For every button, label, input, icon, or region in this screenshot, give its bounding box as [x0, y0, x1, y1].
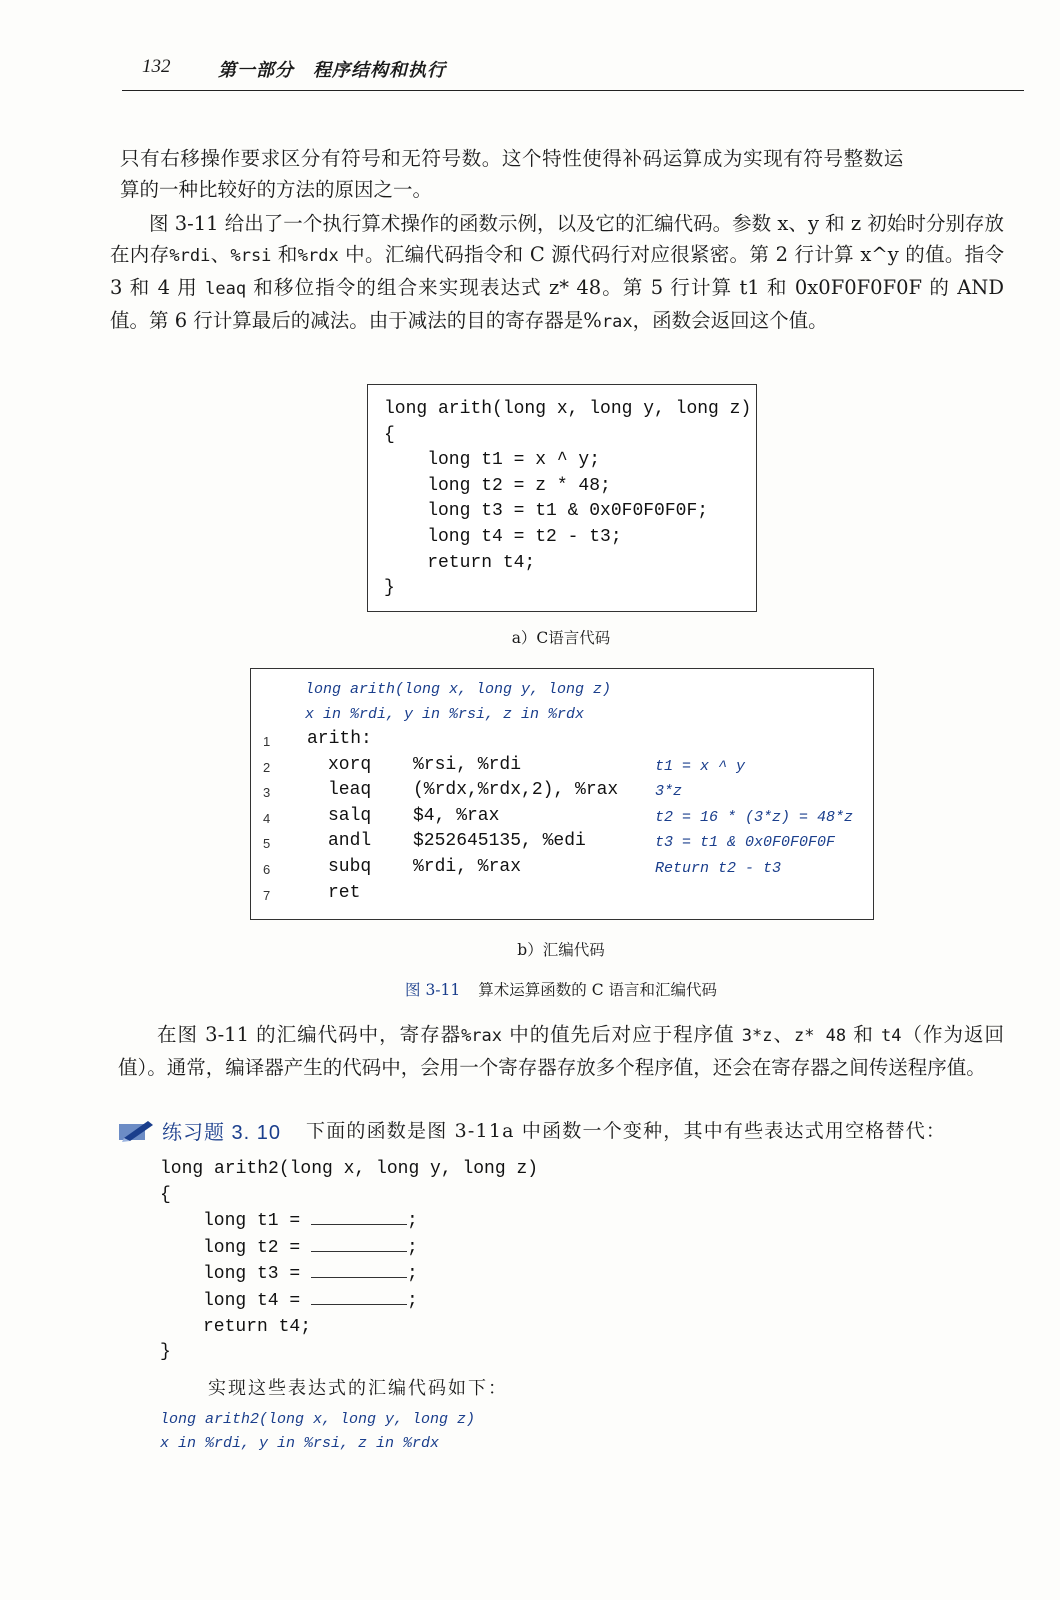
code-text: ; — [407, 1264, 418, 1285]
arith2-line — [203, 1261, 538, 1288]
code-text: long t1 = — [203, 1211, 312, 1232]
program-value: z* 48 — [793, 1026, 847, 1046]
code-text: ; — [407, 1211, 418, 1232]
text-run: 和 — [271, 243, 298, 266]
paragraph-body — [110, 208, 1004, 338]
text-run: 、 — [772, 1023, 794, 1046]
figure-description-paragraph — [110, 208, 1004, 338]
asm-operands: $4, %rax — [413, 805, 500, 826]
c-code-line: long t2 = z * 48; — [384, 475, 611, 496]
running-header — [122, 52, 1024, 91]
register-rsi: %rsi — [230, 246, 272, 266]
code-text: long t3 = — [203, 1264, 312, 1285]
line-number: 7 — [263, 887, 271, 903]
asm-row — [251, 857, 871, 883]
asm-opcode: xorq — [328, 754, 372, 775]
tail-asm-signature: long arith2(long x, long y, long z) — [160, 1411, 476, 1428]
exercise-pencil-icon — [118, 1118, 156, 1142]
intro-line-1: 只有右移操作要求区分有符号和无符号数。这个特性使得补码运算成为实现有符号整数运 — [120, 147, 904, 170]
arith2-signature: long arith2(long x, long y, long z) — [160, 1159, 539, 1179]
asm-comment: Return t2 - t3 — [655, 860, 782, 877]
text-run: 中的值先后对应于程序值 — [502, 1023, 742, 1046]
asm-operands: $252645135, %edi — [413, 831, 586, 852]
c-code-line: long t3 = t1 & 0x0F0F0F0F; — [384, 501, 709, 522]
arith2-body — [160, 1208, 538, 1340]
register-rax: %rax — [461, 1026, 503, 1046]
asm-header-signature: long arith(long x, long y, long z) — [305, 681, 612, 698]
line-number: 2 — [263, 759, 271, 775]
code-text: long t4 = — [203, 1290, 312, 1311]
code-text: ; — [407, 1237, 418, 1258]
intro-line-2: 算的一种比较好的方法的原因之一。 — [120, 178, 433, 201]
line-number: 4 — [263, 810, 271, 826]
asm-opcode: ret — [328, 882, 361, 903]
text-run: 中。汇编代码指令和 C 源代码行对应很紧密。第 2 行计算 x^y 的值。指令 3 和 4 用 — [110, 243, 1004, 299]
arith2-open-brace: { — [160, 1184, 171, 1205]
asm-comment: t3 = t1 & 0x0F0F0F0F — [655, 834, 836, 852]
figure-caption — [250, 978, 872, 1000]
arith2-line — [203, 1208, 538, 1235]
arith2-code — [160, 1157, 538, 1366]
arith2-line — [203, 1235, 538, 1262]
arith2-close-brace: } — [160, 1342, 171, 1363]
asm-header-registers: x in %rdi, y in %rsi, z in %rdx — [305, 706, 585, 723]
asm-label: arith: — [307, 729, 372, 749]
line-number: 5 — [263, 836, 271, 852]
asm-opcode: salq — [328, 805, 372, 826]
register-rdi: %rdi — [169, 246, 211, 266]
text-run: 和移位指令的组合来实现表达式 z* 48。第 5 行计算 t1 和 0x0F0F0F0F 的 AND 值。第 6 行计算最后的减法。由于减法的目的寄存器是% — [110, 276, 1004, 332]
tail-asm-registers: x in %rdi, y in %rsi, z in %rdx — [160, 1435, 440, 1452]
figure-title: 算术运算函数的 C 语言和汇编代码 — [478, 981, 717, 999]
text-run: （作为返回值）。通常，编译器产生的代码中，会用一个寄存器存放多个程序值，还会在寄存器之间传送程序值。 — [118, 1023, 1004, 1079]
text-run: 和 — [846, 1023, 882, 1046]
program-value: t4 — [881, 1026, 902, 1046]
paragraph-body — [118, 1019, 1004, 1083]
page-number: 132 — [142, 56, 171, 77]
asm-operands: (%rdx,%rdx,2), %rax — [413, 780, 619, 801]
arith2-line — [203, 1288, 538, 1315]
arith2-return: return t4; — [203, 1316, 312, 1337]
c-code-line: { — [384, 424, 395, 445]
intro-paragraph — [120, 143, 1004, 205]
text-run: 图 3-11 给出了一个执行算术操作的函数示例，以及它的汇编代码。参数 x、y 和 z 初始时分别存放在内存 — [110, 212, 1004, 266]
asm-comment: t2 = 16 * (3*z) = 48*z — [655, 808, 854, 826]
c-code-box — [367, 384, 757, 612]
line-number: 3 — [263, 785, 271, 801]
c-code-line: } — [384, 578, 395, 599]
text-run: 在图 3-11 的汇编代码中，寄存器 — [157, 1023, 462, 1046]
line-number: 1 — [263, 734, 271, 749]
exercise-heading — [118, 1116, 1018, 1148]
fill-in-blank[interactable] — [311, 1208, 407, 1225]
asm-row — [251, 806, 871, 832]
asm-opcode: andl — [328, 831, 372, 852]
c-code-line: return t4; — [384, 552, 536, 573]
c-code-line: long t1 = x ^ y; — [384, 450, 601, 471]
asm-row — [251, 755, 871, 781]
asm-operands: %rsi, %rdi — [413, 754, 522, 775]
asm-code-box — [250, 668, 874, 920]
c-code-caption: a）C语言代码 — [511, 629, 611, 647]
assembly-intro-text: 实现这些表达式的汇编代码如下： — [208, 1378, 508, 1399]
c-code-line: long t4 = t2 - t3; — [384, 526, 622, 547]
part-title: 第一部分 程序结构和执行 — [218, 60, 446, 81]
asm-opcode: leaq — [328, 780, 372, 801]
asm-row — [251, 883, 871, 909]
code-text: ; — [407, 1290, 418, 1311]
asm-opcode: subq — [328, 857, 372, 877]
c-code-line: long arith(long x, long y, long z) — [384, 399, 752, 419]
text-run: ，函数会返回这个值。 — [632, 309, 828, 332]
fill-in-blank[interactable] — [311, 1288, 407, 1305]
asm-comment: 3*z — [655, 783, 683, 801]
asm-row — [251, 831, 871, 857]
register-usage-paragraph — [118, 1019, 1004, 1083]
text-run: 、 — [210, 243, 231, 266]
code-text: long t2 = — [203, 1237, 312, 1258]
fill-in-blank[interactable] — [311, 1261, 407, 1278]
register-rax: rax — [601, 312, 633, 332]
asm-row — [251, 729, 871, 755]
leaq-keyword: leaq — [205, 279, 247, 299]
register-rdx: %rdx — [297, 246, 339, 266]
asm-code-caption: b）汇编代码 — [517, 941, 605, 959]
asm-comment: t1 = x ^ y — [655, 757, 746, 775]
line-number: 6 — [263, 862, 271, 877]
program-value: 3*z — [741, 1026, 773, 1046]
asm-operands: %rdi, %rax — [413, 857, 522, 877]
asm-row — [251, 780, 871, 806]
exercise-label: 练习题 3. 10 — [162, 1122, 282, 1144]
exercise-text: 下面的函数是图 3-11a 中函数一个变种，其中有些表达式用空格替代： — [306, 1120, 947, 1142]
figure-label: 图 3-11 — [405, 981, 461, 999]
fill-in-blank[interactable] — [311, 1235, 407, 1252]
